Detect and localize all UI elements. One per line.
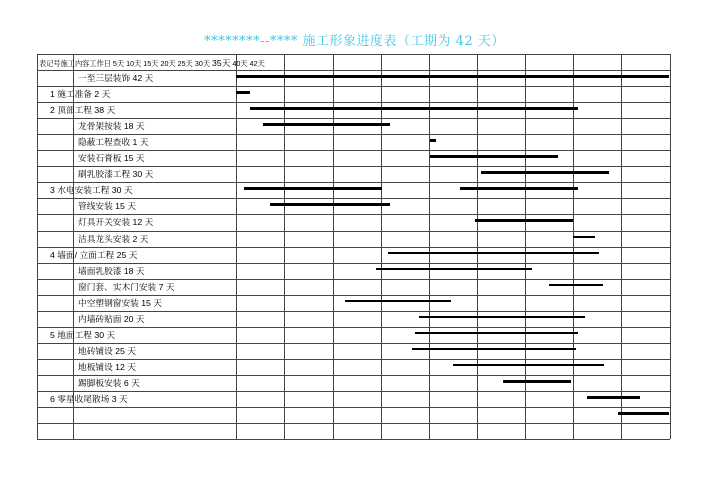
grid-vertical-line bbox=[670, 54, 671, 439]
task-label: 安装石膏板 15 天 bbox=[78, 153, 145, 164]
gantt-bar bbox=[419, 316, 586, 319]
grid-horizontal-line bbox=[37, 102, 670, 103]
grid-horizontal-line bbox=[37, 166, 670, 167]
task-label: 管线安装 15 天 bbox=[78, 201, 136, 212]
grid-horizontal-line bbox=[37, 134, 670, 135]
gantt-bar bbox=[376, 268, 533, 271]
task-label: 地砖铺设 25 天 bbox=[78, 345, 136, 356]
gantt-bar bbox=[250, 107, 577, 110]
gantt-bar bbox=[412, 348, 576, 351]
task-label: 中空塑钢窗安装 15 天 bbox=[78, 297, 162, 308]
grid-vertical-line bbox=[381, 54, 382, 439]
gantt-bar bbox=[503, 380, 571, 383]
gantt-bar bbox=[345, 300, 451, 303]
gantt-bar bbox=[270, 203, 390, 206]
gantt-bar bbox=[263, 123, 390, 126]
header-day-5: 5天 bbox=[112, 59, 125, 68]
gantt-bar bbox=[244, 187, 383, 190]
header-day-42: 42天 bbox=[249, 59, 265, 68]
task-label: 内墙砖贴面 20 天 bbox=[78, 313, 145, 324]
gantt-bar bbox=[481, 171, 609, 174]
grid-vertical-line bbox=[333, 54, 334, 439]
grid-horizontal-line bbox=[37, 311, 670, 312]
grid-horizontal-line bbox=[37, 54, 670, 55]
gantt-bar bbox=[415, 332, 578, 335]
grid-horizontal-line bbox=[37, 407, 670, 408]
grid-horizontal-line bbox=[37, 279, 670, 280]
header-day-20: 20天 bbox=[160, 59, 176, 68]
grid-horizontal-line bbox=[37, 295, 670, 296]
gantt-bar bbox=[430, 155, 558, 158]
grid-vertical-line bbox=[236, 54, 237, 439]
gantt-bar bbox=[618, 412, 669, 415]
task-label: 刷乳胶漆工程 30 天 bbox=[78, 169, 154, 180]
grid-vertical-line bbox=[477, 54, 478, 439]
grid-horizontal-line bbox=[37, 423, 670, 424]
task-label: 2 顶部工程 38 天 bbox=[50, 105, 116, 116]
task-label: 踢脚板安装 6 天 bbox=[78, 377, 140, 388]
gantt-bar bbox=[236, 75, 669, 78]
page-title: ********--**** 施工形象进度表（工期为 42 天） bbox=[204, 34, 505, 49]
task-label: 地板铺设 12 天 bbox=[78, 361, 136, 372]
task-label: 隐蔽工程查收 1 天 bbox=[78, 137, 149, 148]
gantt-bar bbox=[236, 91, 250, 94]
gantt-bar bbox=[460, 187, 577, 190]
gantt-bar bbox=[549, 284, 603, 287]
grid-horizontal-line bbox=[37, 182, 670, 183]
header-day-35: 35天 bbox=[212, 58, 231, 68]
grid-horizontal-line bbox=[37, 214, 670, 215]
grid-horizontal-line bbox=[37, 70, 670, 71]
task-label: 洁具龙头安装 2 天 bbox=[78, 233, 149, 244]
gantt-bar bbox=[388, 252, 599, 255]
grid-horizontal-line bbox=[37, 86, 670, 87]
grid-horizontal-line bbox=[37, 247, 670, 248]
task-label: 窗门套、实木门安装 7 天 bbox=[78, 281, 175, 292]
grid-horizontal-line bbox=[37, 359, 670, 360]
gantt-bar bbox=[430, 139, 436, 142]
header-col1: 表 bbox=[39, 59, 47, 68]
task-label: 龙骨架按装 18 天 bbox=[78, 121, 145, 132]
grid-vertical-line bbox=[429, 54, 430, 439]
header-row bbox=[39, 58, 265, 69]
grid-vertical-line bbox=[621, 54, 622, 439]
header-col2: 记号施工内容工作日 bbox=[46, 59, 111, 68]
grid-horizontal-line bbox=[37, 439, 670, 440]
header-day-10: 10天 bbox=[126, 59, 142, 68]
grid-horizontal-line bbox=[37, 231, 670, 232]
grid-horizontal-line bbox=[37, 327, 670, 328]
header-day-40: 40天 bbox=[232, 59, 248, 68]
gantt-bar bbox=[453, 364, 604, 367]
grid-horizontal-line bbox=[37, 263, 670, 264]
task-label: 4 墙面/ 立面工程 25 天 bbox=[50, 249, 138, 260]
gantt-bar bbox=[573, 236, 595, 239]
gantt-bar bbox=[475, 219, 573, 222]
grid-horizontal-line bbox=[37, 150, 670, 151]
header-day-15: 15天 bbox=[143, 59, 159, 68]
grid-horizontal-line bbox=[37, 343, 670, 344]
grid-vertical-line bbox=[573, 54, 574, 439]
header-day-25: 25天 bbox=[177, 59, 193, 68]
grid-horizontal-line bbox=[37, 391, 670, 392]
task-label: 5 地面工程 30 天 bbox=[50, 329, 116, 340]
task-label: 6 零星收尾散场 3 天 bbox=[50, 394, 128, 404]
grid-horizontal-line bbox=[37, 118, 670, 119]
task-label: 一至三层装饰 42 天 bbox=[78, 73, 154, 83]
grid-horizontal-line bbox=[37, 375, 670, 376]
grid-vertical-line bbox=[284, 54, 285, 439]
grid-horizontal-line bbox=[37, 198, 670, 199]
task-label: 1 施工准备 2 天 bbox=[50, 89, 111, 100]
grid-vertical-line bbox=[37, 54, 38, 439]
task-label: 3 水电安装工程 30 天 bbox=[50, 185, 133, 196]
task-label: 墙面乳胶漆 18 天 bbox=[78, 265, 145, 276]
task-label: 灯具开关安装 12 天 bbox=[78, 217, 154, 228]
header-day-30: 30天 bbox=[194, 59, 211, 68]
gantt-bar bbox=[587, 396, 640, 399]
